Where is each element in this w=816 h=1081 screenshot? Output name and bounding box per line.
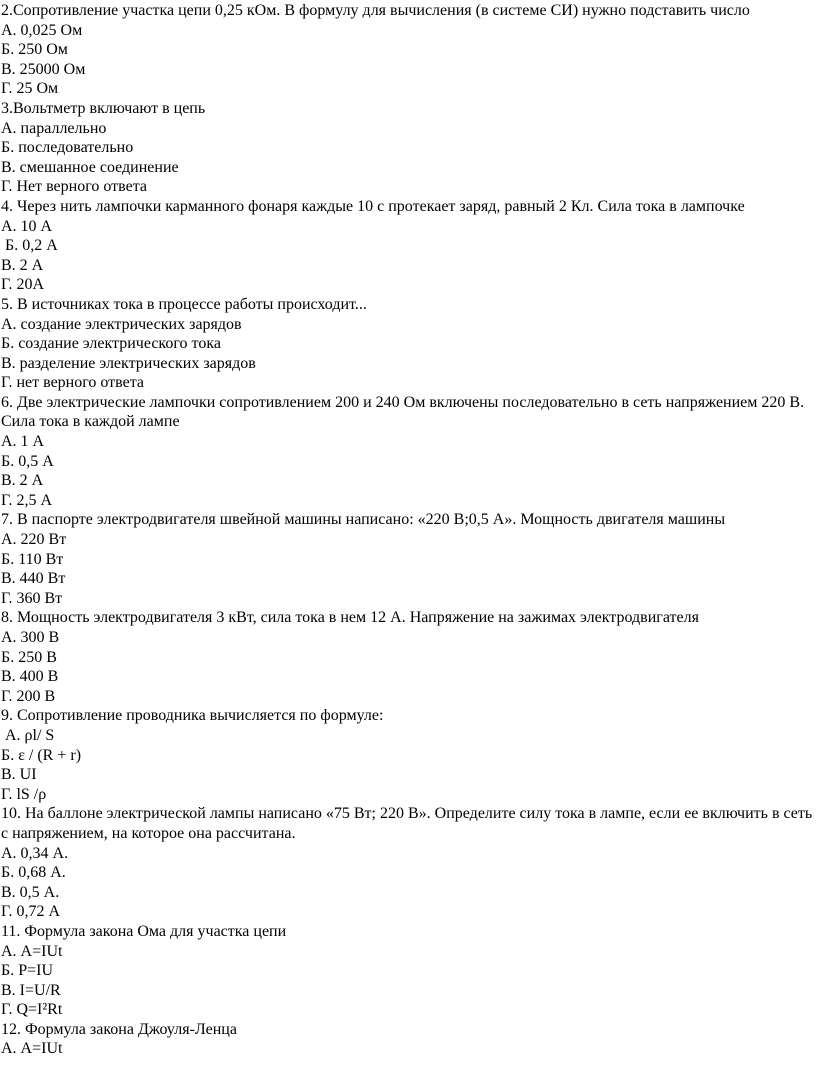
- answer-option: Б. 250 Ом: [1, 41, 68, 59]
- answer-option: Б. 0,2 А: [1, 237, 58, 255]
- answer-option: В. 2 А: [1, 256, 44, 274]
- answer-option: Б. 0,5 А: [1, 452, 54, 470]
- answer-option: Б. 110 Вт: [1, 550, 64, 568]
- answer-option: Г. Нет верного ответа: [1, 178, 148, 196]
- answer-option: Г. 2,5 А: [1, 491, 52, 509]
- question-text: 6. Две электрические лампочки сопротивлением 200 и 240 Ом включены последовательно в сеть напряжением 220 В. Сила тока в каждой лампе: [1, 393, 805, 431]
- answer-option: Г. 25 Ом: [1, 80, 59, 98]
- question-text: 8. Мощность электродвигателя 3 кВт, сила тока в нем 12 А. Напряжение на зажимах электродвигателя: [1, 609, 699, 627]
- answer-option: Г. нет верного ответа: [1, 374, 145, 392]
- answer-option: Г. 20А: [1, 276, 44, 294]
- answer-option: А. создание электрических зарядов: [1, 315, 242, 333]
- answer-option: В. разделение электрических зарядов: [1, 354, 256, 372]
- question-text: 5. В источниках тока в процессе работы происходит...: [1, 295, 367, 313]
- answer-option: В. 0,5 А.: [1, 883, 60, 901]
- answer-option: А. 220 Вт: [1, 531, 67, 549]
- question-text: 7. В паспорте электродвигателя швейной машины написано: «220 В;0,5 А». Мощность двигателя машины: [1, 511, 726, 529]
- answer-option: А. ρl/ S: [1, 726, 55, 744]
- answer-option: В. I=U/R: [1, 981, 61, 999]
- question-text: 9. Сопротивление проводника вычисляется по формуле:: [1, 707, 384, 725]
- answer-option: Г. lS /ρ: [1, 785, 47, 803]
- answer-option: В. 440 Вт: [1, 570, 66, 588]
- answer-option: Б. последовательно: [1, 139, 134, 157]
- answer-option: Г. 200 В: [1, 687, 56, 705]
- answer-option: А. 0,34 А.: [1, 844, 69, 862]
- answer-option: Г. Q=I²Rt: [1, 1001, 63, 1019]
- answer-option: Б. создание электрического тока: [1, 335, 221, 353]
- answer-option: Г. 360 Вт: [1, 589, 63, 607]
- answer-option: А. 10 А: [1, 217, 53, 235]
- question-text: 4. Через нить лампочки карманного фонаря каждые 10 с протекает заряд, равный 2 Кл. Сила тока в лампочке: [1, 197, 745, 215]
- answer-option: Г. 0,72 А: [1, 903, 60, 921]
- answer-option: А. A=IUt: [1, 942, 63, 960]
- answer-option: В. 25000 Ом: [1, 60, 86, 78]
- answer-option: Б. 250 В: [1, 648, 57, 666]
- answer-option: Б. ε / (R + r): [1, 746, 82, 764]
- document-body: [1, 1, 813, 1059]
- answer-option: В. смешанное соединение: [1, 158, 179, 176]
- answer-option: В. 2 А: [1, 472, 44, 490]
- question-text: 2.Сопротивление участка цепи 0,25 кОм. В формулу для вычисления (в системе СИ) нужно подставить число: [1, 2, 750, 19]
- answer-option: А. 0,025 Ом: [1, 21, 83, 39]
- answer-option: А. параллельно: [1, 119, 107, 137]
- answer-option: Б. P=IU: [1, 962, 53, 980]
- question-text: 11. Формула закона Ома для участка цепи: [1, 922, 287, 940]
- answer-option: В. 400 В: [1, 668, 59, 686]
- answer-option: А. 300 В: [1, 629, 60, 646]
- question-text: 10. На баллоне электрической лампы написано «75 Вт; 220 В». Определите силу тока в лампе, если ее включить в сеть с напряжением, на которое она рассчитана.: [1, 805, 813, 842]
- question-text: 12. Формула закона Джоуля-Ленца: [1, 1020, 237, 1038]
- answer-option: В. UI: [1, 766, 37, 784]
- answer-option: А. 1 А: [1, 433, 45, 451]
- question-text: 3.Вольтметр включают в цепь: [1, 99, 206, 117]
- answer-option: А. A=IUt: [1, 1040, 63, 1058]
- answer-option: Б. 0,68 А.: [1, 864, 66, 882]
